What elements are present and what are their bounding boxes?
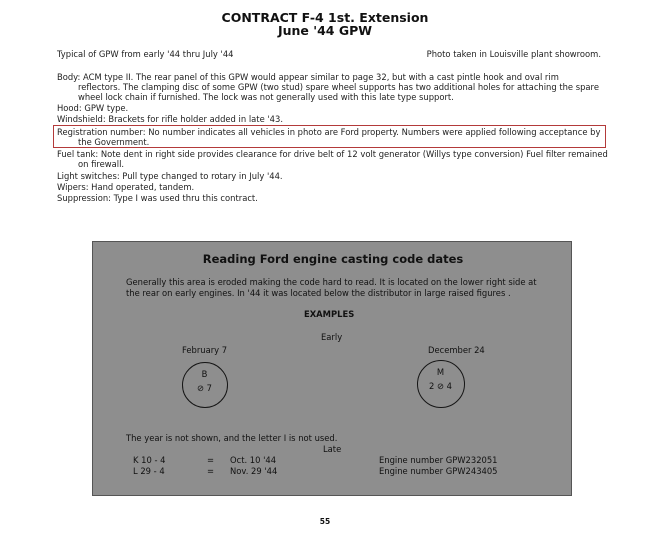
late-label: Late: [323, 444, 342, 454]
late-code: L 29 - 4: [133, 466, 165, 476]
left-code-circle: [182, 362, 228, 408]
body-line: Body: ACM type II. The rear panel of this GPW would appear similar to page 32, but with a cast pintle hook and oval rim: [57, 72, 559, 82]
body-line: Hood: GPW type.: [57, 103, 129, 113]
page-title: CONTRACT F-4 1st. Extension: [221, 10, 429, 25]
right-code-letter: M: [436, 367, 445, 377]
year-note: The year is not shown, and the letter I is not used.: [126, 433, 338, 443]
page-subtitle: June '44 GPW: [277, 23, 373, 38]
intro-caption: Typical of GPW from early '44 thru July '44: [57, 49, 234, 59]
equals-sign: =: [207, 466, 215, 476]
photo-location-caption: Photo taken in Louisville plant showroom.: [426, 49, 601, 59]
equals-sign: =: [207, 455, 215, 465]
left-example-date: February 7: [182, 345, 228, 355]
body-line: on firewall.: [78, 159, 125, 169]
engine-number: Engine number GPW243405: [379, 466, 498, 476]
late-date: Nov. 29 '44: [230, 466, 278, 476]
body-line: the Government.: [78, 137, 150, 147]
page-number: 55: [319, 517, 331, 526]
body-line: reflectors. The clamping disc of some GPW (two stud) spare wheel supports has two additional holes for attaching the spare: [78, 82, 599, 92]
panel-paragraph: Generally this area is eroded making the code hard to read. It is located on the lower right side at: [126, 277, 537, 287]
examples-heading: EXAMPLES: [304, 309, 355, 319]
right-code-circle: [417, 360, 465, 408]
panel-paragraph: the rear on early engines. In '44 it was located below the distributor in large raised figures .: [126, 288, 511, 298]
late-date: Oct. 10 '44: [230, 455, 277, 465]
engine-number: Engine number GPW232051: [379, 455, 498, 465]
panel-title: Reading Ford engine casting code dates: [202, 252, 464, 266]
left-code-letter: B: [201, 369, 208, 379]
early-label: Early: [321, 332, 343, 342]
body-line: Suppression: Type I was used thru this contract.: [57, 193, 258, 203]
body-line: Wipers: Hand operated, tandem.: [57, 182, 195, 192]
casting-code-panel: [92, 241, 572, 496]
body-line: wheel lock chain if furnished. The lock was not generally used with this late type support.: [78, 92, 454, 102]
body-line: Windshield: Brackets for rifle holder added in late '43.: [57, 114, 284, 124]
body-line: Light switches: Pull type changed to rotary in July '44.: [57, 171, 283, 181]
left-code-digits: ⊘ 7: [196, 383, 212, 393]
right-code-digits: 2 ⊘ 4: [429, 381, 452, 391]
body-line: Fuel tank: Note dent in right side provides clearance for drive belt of 12 volt generator (Willys type conversion) Fuel filter remained: [57, 149, 608, 159]
highlight-box: [53, 125, 606, 148]
right-example-date: December 24: [428, 345, 485, 355]
body-line: Registration number: No number indicates all vehicles in photo are Ford property. Numbers were applied following acceptance by: [57, 127, 601, 137]
late-code: K 10 - 4: [133, 455, 166, 465]
